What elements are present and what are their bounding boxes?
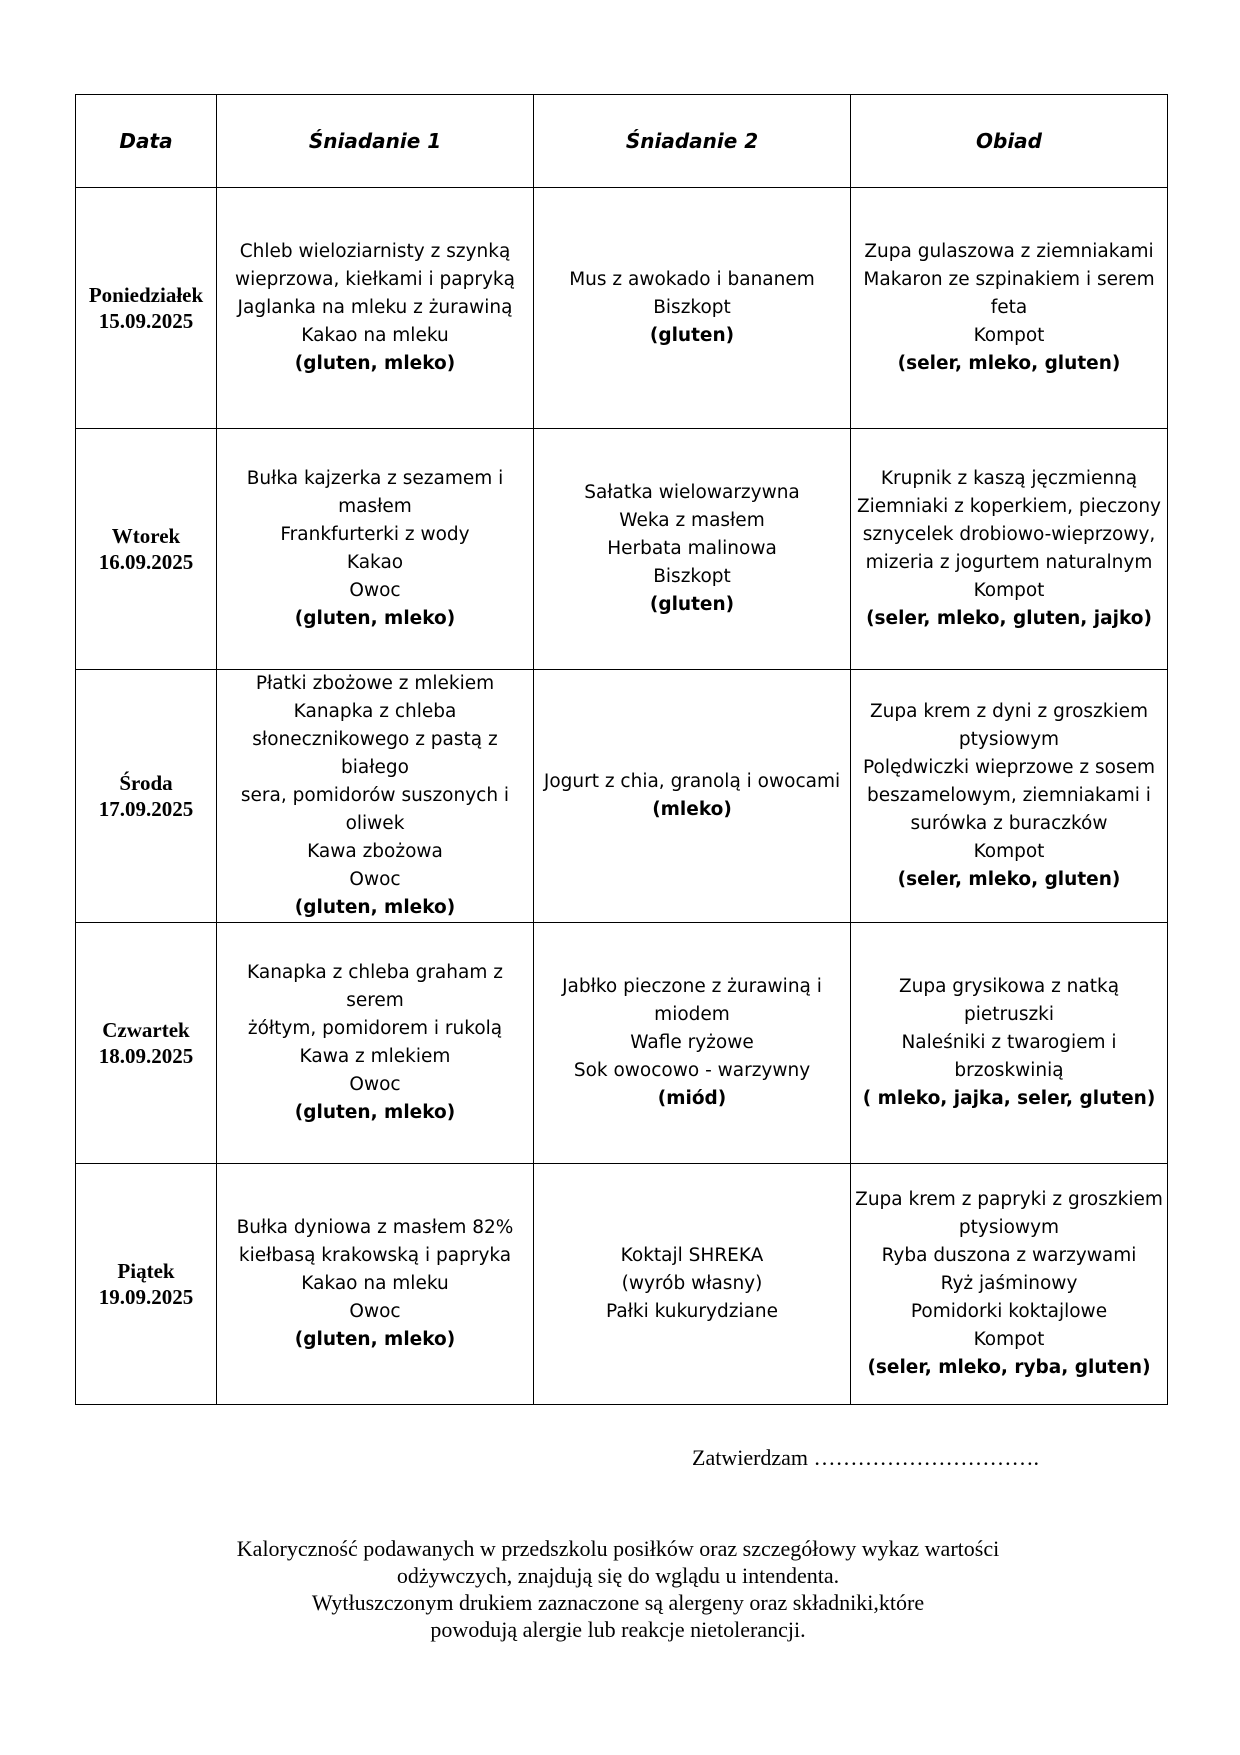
- menu-item-line: Sałatka wielowarzywna: [584, 482, 800, 503]
- menu-item-line: Herbata malinowa: [607, 538, 777, 559]
- menu-item-line: Jaglanka na mleku z żurawiną: [237, 297, 513, 318]
- menu-item-line: Owoc: [349, 869, 401, 890]
- day-name: Wtorek: [111, 524, 181, 548]
- footnote-line: Kaloryczność podawanych w przedszkolu posiłków oraz szczegółowy wykaz wartości: [236, 1536, 1000, 1561]
- allergens-text: (gluten): [649, 325, 735, 346]
- menu-item-line: Ryba duszona z warzywami: [881, 1245, 1137, 1266]
- menu-item-line: Kanapka z chleba: [293, 701, 457, 722]
- day-name: Piątek: [117, 1259, 175, 1283]
- allergens-text: (seler, mleko, gluten): [897, 353, 1121, 374]
- footnote-line: powodują alergie lub reakcje nietolerancji.: [430, 1617, 806, 1642]
- table-row: [76, 188, 1168, 429]
- menu-item-line: mizeria z jogurtem naturalnym: [865, 552, 1153, 573]
- menu-item-line: Ryż jaśminowy: [940, 1273, 1078, 1294]
- menu-item-line: Polędwiczki wieprzowe z sosem: [863, 757, 1155, 778]
- menu-item-line: masłem: [338, 496, 412, 517]
- allergens-text: (gluten, mleko): [294, 608, 456, 629]
- breakfast-2-cell: [534, 1164, 851, 1405]
- header-lunch: Obiad: [851, 95, 1168, 188]
- footnote-line: odżywczych, znajdują się do wglądu u intendenta.: [396, 1563, 840, 1588]
- menu-item-line: Makaron ze szpinakiem i serem: [863, 269, 1155, 290]
- menu-item-line: Owoc: [349, 580, 401, 601]
- allergens-text: (gluten, mleko): [294, 897, 456, 918]
- menu-body: [76, 188, 1168, 1405]
- lunch-cell: [851, 429, 1168, 670]
- breakfast-1-cell: [217, 1164, 534, 1405]
- menu-item-line: Kawa zbożowa: [307, 841, 443, 862]
- breakfast-1-cell: [217, 670, 534, 923]
- table-row: [76, 1164, 1168, 1405]
- menu-item-line: Owoc: [349, 1074, 401, 1095]
- menu-item-line: Kompot: [973, 325, 1045, 346]
- menu-item-line: Weka z masłem: [619, 510, 765, 531]
- lunch-cell: [851, 670, 1168, 923]
- day-date: 19.09.2025: [98, 1285, 194, 1309]
- menu-item-line: Bułka kajzerka z sezamem i: [246, 468, 504, 489]
- breakfast-1-cell: [217, 188, 534, 429]
- menu-item-line: Pomidorki koktajlowe: [910, 1301, 1108, 1322]
- menu-item-line: kiełbasą krakowską i papryka: [238, 1245, 512, 1266]
- allergens-text: (seler, mleko, gluten, jajko): [866, 608, 1152, 629]
- allergens-text: (gluten, mleko): [294, 1102, 456, 1123]
- menu-item-line: surówka z buraczków: [910, 813, 1108, 834]
- menu-table: [75, 94, 1168, 1405]
- menu-item-line: Pałki kukurydziane: [606, 1301, 778, 1322]
- menu-item-line: Kawa z mlekiem: [299, 1046, 451, 1067]
- menu-item-line: Bułka dyniowa z masłem 82%: [236, 1217, 514, 1238]
- day-date: 18.09.2025: [98, 1044, 194, 1068]
- breakfast-2-cell: [534, 923, 851, 1164]
- menu-item-line: sznycelek drobiowo-wieprzowy,: [862, 524, 1156, 545]
- menu-item-line: Kakao: [346, 552, 404, 573]
- menu-item-line: słonecznikowego z pastą z białego: [252, 729, 498, 778]
- footnote-line: Wytłuszczonym drukiem zaznaczone są alergeny oraz składniki,które: [311, 1590, 925, 1615]
- day-cell: [76, 670, 217, 923]
- menu-item-line: sera, pomidorów suszonych i: [240, 785, 510, 806]
- footnote: [75, 1535, 1161, 1643]
- menu-item-line: (wyrób własny): [621, 1273, 763, 1294]
- menu-item-line: Naleśniki z twarogiem i: [901, 1032, 1117, 1053]
- day-date: 17.09.2025: [98, 797, 194, 821]
- day-date: 15.09.2025: [98, 309, 194, 333]
- day-cell: [76, 1164, 217, 1405]
- allergens-text: (gluten, mleko): [294, 1329, 456, 1350]
- menu-item-line: Zupa grysikowa z natką pietruszki: [898, 976, 1120, 1025]
- menu-item-line: Ziemniaki z koperkiem, pieczony: [856, 496, 1161, 517]
- menu-item-line: Sok owocowo - warzywny: [573, 1060, 811, 1081]
- allergens-text: (seler, mleko, ryba, gluten): [867, 1357, 1151, 1378]
- day-cell: [76, 188, 217, 429]
- table-row: [76, 923, 1168, 1164]
- day-date: 16.09.2025: [98, 550, 194, 574]
- menu-item-line: Płatki zbożowe z mlekiem: [255, 673, 495, 694]
- menu-item-line: ptysiowym: [958, 729, 1060, 750]
- allergens-text: (gluten, mleko): [294, 353, 456, 374]
- approval-signature-line: Zatwierdzam ………………………….: [692, 1445, 1040, 1470]
- menu-item-line: feta: [990, 297, 1028, 318]
- menu-item-line: Kakao na mleku: [301, 325, 449, 346]
- menu-item-line: Koktajl SHREKA: [620, 1245, 764, 1266]
- day-name: Poniedziałek: [88, 283, 204, 307]
- allergens-text: (seler, mleko, gluten): [897, 869, 1121, 890]
- menu-item-line: Kanapka z chleba graham z serem: [247, 962, 503, 1011]
- menu-item-line: Kompot: [973, 841, 1045, 862]
- allergens-text: ( mleko, jajka, seler, gluten): [862, 1088, 1156, 1109]
- menu-item-line: Kompot: [973, 1329, 1045, 1350]
- menu-item-line: Chleb wieloziarnisty z szynką: [239, 241, 511, 262]
- lunch-cell: [851, 1164, 1168, 1405]
- header-breakfast-1: Śniadanie 1: [217, 95, 534, 188]
- menu-item-line: Biszkopt: [653, 297, 731, 318]
- menu-item-line: Frankfurterki z wody: [280, 524, 470, 545]
- menu-item-line: beszamelowym, ziemniakami i: [867, 785, 1151, 806]
- menu-item-line: Mus z awokado i bananem: [569, 269, 815, 290]
- menu-item-line: Jabłko pieczone z żurawiną i: [562, 976, 822, 997]
- day-name: Czwartek: [102, 1018, 190, 1042]
- menu-item-line: Biszkopt: [653, 566, 731, 587]
- menu-item-line: Zupa krem z papryki z groszkiem: [855, 1189, 1163, 1210]
- menu-item-line: Kakao na mleku: [301, 1273, 449, 1294]
- lunch-cell: [851, 923, 1168, 1164]
- menu-item-line: ptysiowym: [958, 1217, 1060, 1238]
- day-cell: [76, 923, 217, 1164]
- day-name: Środa: [119, 771, 173, 795]
- allergens-text: (gluten): [649, 594, 735, 615]
- menu-item-line: Jogurt z chia, granolą i owocami: [543, 771, 841, 792]
- lunch-cell: [851, 188, 1168, 429]
- allergens-text: (mleko): [652, 799, 732, 820]
- menu-item-line: Kompot: [973, 580, 1045, 601]
- menu-item-line: żółtym, pomidorem i rukolą: [247, 1018, 503, 1039]
- menu-item-line: Zupa gulaszowa z ziemniakami: [864, 241, 1154, 262]
- breakfast-2-cell: [534, 670, 851, 923]
- menu-item-line: wieprzowa, kiełkami i papryką: [235, 269, 515, 290]
- menu-item-line: Zupa krem z dyni z groszkiem: [869, 701, 1149, 722]
- breakfast-1-cell: [217, 429, 534, 670]
- allergens-text: (miód): [657, 1088, 727, 1109]
- menu-item-line: Owoc: [349, 1301, 401, 1322]
- menu-item-line: Krupnik z kaszą jęczmienną: [880, 468, 1138, 489]
- menu-item-line: Wafle ryżowe: [630, 1032, 754, 1053]
- table-row: [76, 670, 1168, 923]
- table-row: [76, 429, 1168, 670]
- breakfast-1-cell: [217, 923, 534, 1164]
- menu-item-line: miodem: [654, 1004, 730, 1025]
- header-row: [76, 95, 1168, 188]
- day-cell: [76, 429, 217, 670]
- header-breakfast-2: Śniadanie 2: [534, 95, 851, 188]
- breakfast-2-cell: [534, 188, 851, 429]
- menu-item-line: brzoskwinią: [954, 1060, 1064, 1081]
- breakfast-2-cell: [534, 429, 851, 670]
- header-date: Data: [76, 95, 217, 188]
- menu-item-line: oliwek: [345, 813, 405, 834]
